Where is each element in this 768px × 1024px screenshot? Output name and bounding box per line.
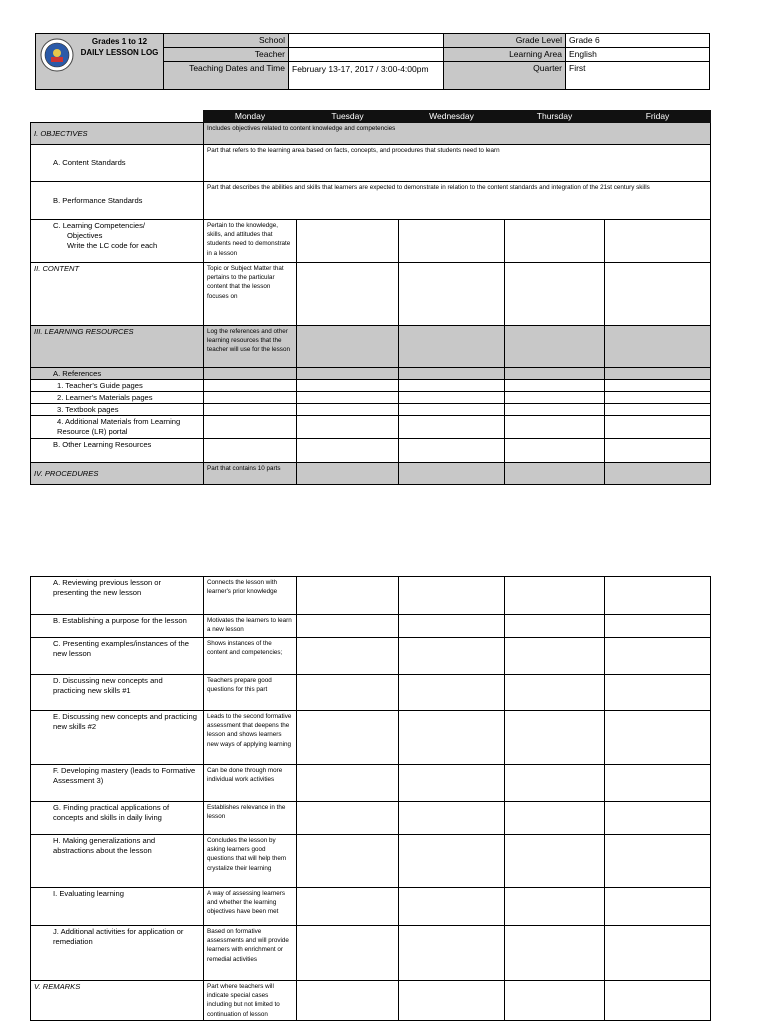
content-text: II. CONTENT [34,264,80,273]
cell-tuesday[interactable] [297,981,399,1021]
lc-line3: Write the LC code for each [67,241,158,250]
content-desc[interactable]: Topic or Subject Matter that pertains to the particular content that the lesson focuses on [204,263,297,326]
school-field[interactable] [289,34,444,48]
procedure-label: J. Additional activities for application or remediation [31,926,204,981]
cell-tuesday[interactable] [297,711,399,765]
cell-monday[interactable] [204,404,297,416]
procedure-desc[interactable]: Shows instances of the content and competencies; [204,638,297,675]
cell-friday[interactable] [605,981,711,1021]
teacher-label: Teacher [164,48,289,62]
cell-wednesday[interactable] [399,577,505,615]
cell-thursday [505,326,605,368]
cell-friday[interactable] [605,765,711,802]
procedure-row [31,926,711,981]
cell-friday[interactable] [605,615,711,638]
cell-tuesday[interactable] [297,416,399,439]
procedure-label: I. Evaluating learning [31,888,204,926]
procedure-label: G. Finding practical applications of concepts and skills in daily living [31,802,204,835]
quarter-field[interactable]: First [566,62,710,90]
cell-wednesday[interactable] [399,392,505,404]
procedure-desc[interactable]: Concludes the lesson by asking learners good questions that will help them crystalize their learning [204,835,297,888]
cell-wednesday[interactable] [399,380,505,392]
procedure-desc[interactable]: Part where teachers will indicate special cases including but not limited to continuation of lesson [204,981,297,1021]
cell-tuesday[interactable] [297,577,399,615]
cell-thursday[interactable] [505,392,605,404]
cell-monday [204,368,297,380]
additional-materials-label: 4. Additional Materials from Learning Resource (LR) portal [31,416,204,439]
objectives-desc: Includes objectives related to content knowledge and competencies [204,123,711,145]
cell-wednesday[interactable] [399,439,505,463]
cell-thursday[interactable] [505,416,605,439]
cell-tuesday[interactable] [297,765,399,802]
procedure-row [31,615,711,638]
procedure-label: A. Reviewing previous lesson or presenting the new lesson [31,577,204,615]
cell-wednesday[interactable] [399,263,505,326]
cell-thursday[interactable] [505,711,605,765]
cell-monday[interactable] [204,392,297,404]
cell-wednesday[interactable] [399,888,505,926]
cell-thursday[interactable] [505,888,605,926]
cell-tuesday[interactable] [297,675,399,711]
learners-materials-label: 2. Learner's Materials pages [31,392,204,404]
cell-tuesday [297,326,399,368]
procedure-label: F. Developing mastery (leads to Formative Assessment 3) [31,765,204,802]
cell-thursday [505,463,605,485]
cell-thursday[interactable] [505,765,605,802]
learning-competencies-label [31,220,204,263]
cell-tuesday [297,463,399,485]
cell-friday[interactable] [605,380,711,392]
cell-monday[interactable] [204,380,297,392]
teacher-field[interactable] [289,48,444,62]
cell-friday[interactable] [605,416,711,439]
deped-seal-icon [40,38,74,72]
cell-wednesday[interactable] [399,802,505,835]
cell-wednesday[interactable] [399,835,505,888]
cell-friday[interactable] [605,675,711,711]
objectives-label [31,123,204,145]
cell-friday[interactable] [605,835,711,888]
cell-wednesday[interactable] [399,981,505,1021]
procedure-row [31,711,711,765]
cell-friday[interactable] [605,888,711,926]
cell-tuesday[interactable] [297,263,399,326]
cell-friday[interactable] [605,439,711,463]
procedure-label: H. Making generalizations and abstractions about the lesson [31,835,204,888]
cell-tuesday[interactable] [297,392,399,404]
objectives-text: I. OBJECTIVES [34,128,88,138]
content-standards-desc[interactable]: Part that refers to the learning area based on facts, concepts, and procedures that students need to learn [204,145,711,182]
procedure-desc[interactable]: Connects the lesson with learner's prior knowledge [204,577,297,615]
procedure-desc[interactable]: Teachers prepare good questions for this part [204,675,297,711]
cell-thursday[interactable] [505,263,605,326]
content-standards-label: A. Content Standards [31,145,204,182]
remarks-label [31,981,204,1021]
references-label: A. References [31,368,204,380]
cell-wednesday[interactable] [399,615,505,638]
cell-thursday[interactable] [505,380,605,392]
procedure-row [31,835,711,888]
procedure-label: C. Presenting examples/instances of the new lesson [31,638,204,675]
lesson-table-part1 [30,110,711,485]
cell-tuesday[interactable] [297,638,399,675]
cell-tuesday[interactable] [297,926,399,981]
cell-wednesday[interactable] [399,416,505,439]
dates-field[interactable]: February 13-17, 2017 / 3:00-4:00pm [289,62,444,90]
cell-tuesday[interactable] [297,835,399,888]
cell-wednesday[interactable] [399,404,505,416]
procedure-desc[interactable]: Leads to the second formative assessment that deepens the lesson and shows learners new ways of applying learning [204,711,297,765]
cell-tuesday[interactable] [297,802,399,835]
cell-friday[interactable] [605,926,711,981]
header-table [35,33,710,90]
title-line2: DAILY LESSON LOG [80,48,159,57]
cell-thursday[interactable] [505,220,605,263]
procedure-desc[interactable]: Establishes relevance in the lesson [204,802,297,835]
cell-friday[interactable] [605,638,711,675]
resources-desc: Log the references and other learning resources that the teacher will use for the lesson [204,326,297,368]
cell-wednesday[interactable] [399,220,505,263]
cell-tuesday[interactable] [297,220,399,263]
cell-tuesday[interactable] [297,380,399,392]
cell-thursday[interactable] [505,802,605,835]
cell-wednesday[interactable] [399,765,505,802]
cell-thursday[interactable] [505,615,605,638]
cell-friday [605,368,711,380]
cell-wednesday[interactable] [399,711,505,765]
cell-thursday[interactable] [505,439,605,463]
cell-tuesday [297,368,399,380]
cell-tuesday[interactable] [297,888,399,926]
lesson-table-part2 [30,576,711,1021]
cell-monday[interactable] [204,439,297,463]
cell-thursday[interactable] [505,926,605,981]
quarter-label: Quarter [444,62,566,90]
day-monday: Monday [204,111,297,123]
cell-monday[interactable] [204,416,297,439]
cell-friday[interactable] [605,404,711,416]
cell-thursday[interactable] [505,981,605,1021]
cell-wednesday [399,368,505,380]
textbook-label: 3. Textbook pages [31,404,204,416]
procedure-desc[interactable]: A way of assessing learners and whether the learning objectives have been met [204,888,297,926]
area-field[interactable]: English [566,48,710,62]
resources-label [31,326,204,368]
title-line1: Grades 1 to 12 [91,37,148,46]
procedure-row [31,638,711,675]
cell-tuesday[interactable] [297,439,399,463]
area-label: Learning Area [444,48,566,62]
grade-label: Grade Level [444,34,566,48]
cell-friday[interactable] [605,802,711,835]
procedure-desc[interactable]: Can be done through more individual work activities [204,765,297,802]
school-label: School [164,34,289,48]
cell-friday[interactable] [605,711,711,765]
procedure-row [31,765,711,802]
cell-wednesday[interactable] [399,675,505,711]
procedure-row [31,981,711,1021]
grade-field[interactable]: Grade 6 [566,34,710,48]
lc-line2: Objectives [67,231,103,240]
procedure-label: B. Establishing a purpose for the lesson [31,615,204,638]
day-thursday: Thursday [505,111,605,123]
cell-friday[interactable] [605,263,711,326]
cell-thursday[interactable] [505,404,605,416]
cell-wednesday[interactable] [399,926,505,981]
title-block [36,34,164,90]
procedures-text: IV. PROCEDURES [34,468,99,478]
cell-thursday[interactable] [505,577,605,615]
procedures-desc: Part that contains 10 parts [204,463,297,485]
other-resources-label: B. Other Learning Resources [31,439,204,463]
procedure-row [31,802,711,835]
content-label [31,263,204,326]
cell-friday[interactable] [605,220,711,263]
learning-competencies-desc[interactable]: Pertain to the knowledge, skills, and attitudes that students need to demonstrate in a lesson [204,220,297,263]
dates-label: Teaching Dates and Time [164,62,289,90]
cell-friday[interactable] [605,577,711,615]
day-friday: Friday [605,111,711,123]
corner-blank [31,111,204,123]
procedure-label: D. Discussing new concepts and practicing new skills #1 [31,675,204,711]
cell-wednesday [399,463,505,485]
cell-thursday[interactable] [505,675,605,711]
cell-friday[interactable] [605,392,711,404]
procedure-row [31,888,711,926]
procedure-desc[interactable]: Based on formative assessments and will provide learners with enrichment or remedial activities [204,926,297,981]
resources-text: III. LEARNING RESOURCES [34,327,134,336]
cell-wednesday[interactable] [399,638,505,675]
remarks-text: V. REMARKS [34,982,81,991]
cell-friday [605,463,711,485]
cell-thursday [505,368,605,380]
cell-friday [605,326,711,368]
cell-wednesday [399,326,505,368]
cell-thursday[interactable] [505,835,605,888]
cell-thursday[interactable] [505,638,605,675]
procedure-row [31,675,711,711]
teachers-guide-label: 1. Teacher's Guide pages [31,380,204,392]
procedure-label: E. Discussing new concepts and practicing new skills #2 [31,711,204,765]
lc-line1: C. Learning Competencies/ [53,221,146,230]
cell-tuesday[interactable] [297,404,399,416]
cell-tuesday[interactable] [297,615,399,638]
performance-standards-label: B. Performance Standards [31,182,204,220]
performance-standards-desc[interactable]: Part that describes the abilities and skills that learners are expected to demonstrate in relation to the content standards and integration of the 21st century skills [204,182,711,220]
day-tuesday: Tuesday [297,111,399,123]
day-wednesday: Wednesday [399,111,505,123]
procedure-row [31,577,711,615]
procedure-desc[interactable]: Motivates the learners to learn a new lesson [204,615,297,638]
procedures-label [31,463,204,485]
